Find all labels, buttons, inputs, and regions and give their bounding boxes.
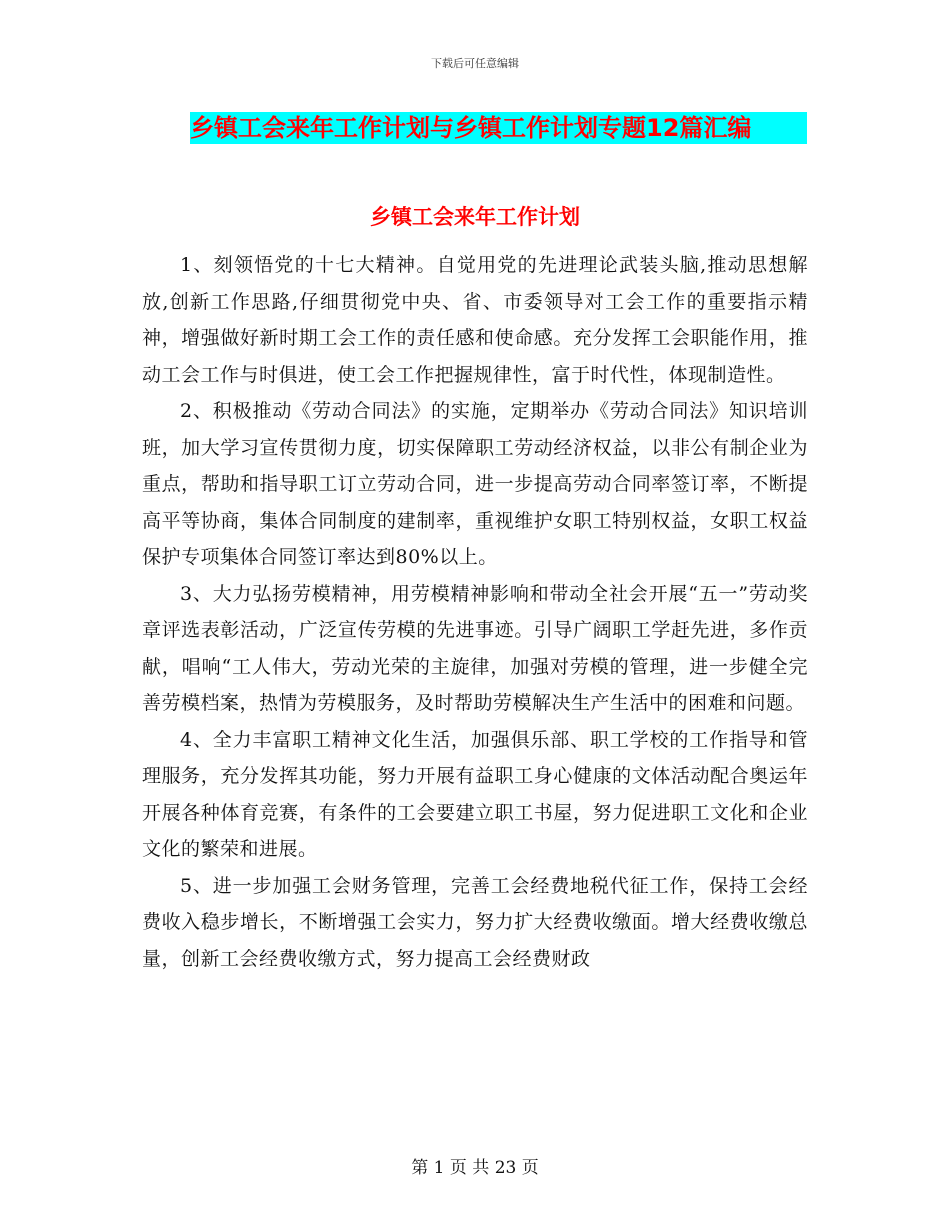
- page-footer: 第 1 页 共 23 页: [411, 1158, 539, 1178]
- document-title: 乡镇工会来年工作计划与乡镇工作计划专题12篇汇编: [190, 112, 807, 144]
- section-title: 乡镇工会来年工作计划: [370, 205, 580, 229]
- paragraph-3: 3、大力弘扬劳模精神，用劳模精神影响和带动全社会开展“五一”劳动奖章评选表彰活动，广泛宣传劳模的先进事迹。引导广阔职工学赶先进，多作贡献，唱响“工人伟大，劳动光荣的主旋律，加强对劳模的管理，进一步健全完善劳模档案，热情为劳模服务，及时帮助劳模解决生产生活中的困难和问题。: [142, 582, 808, 714]
- page-header-note: 下载后可任意编辑: [431, 57, 519, 70]
- document-body: [142, 247, 808, 977]
- paragraph-1: 1、刻领悟党的十七大精神。自觉用党的先进理论武装头脑,推动思想解放,创新工作思路,仔细贯彻党中央、省、市委领导对工会工作的重要指示精神，增强做好新时期工会工作的责任感和使命感。充分发挥工会职能作用，推动工会工作与时俱进，使工会工作把握规律性，富于时代性，体现制造性。: [142, 254, 808, 386]
- paragraph-2: 2、积极推动《劳动合同法》的实施，定期举办《劳动合同法》知识培训班，加大学习宣传贯彻力度，切实保障职工劳动经济权益，以非公有制企业为重点，帮助和指导职工订立劳动合同，进一步提高劳动合同率签订率，不断提高平等协商，集体合同制度的建制率，重视维护女职工特别权益，女职工权益保护专项集体合同签订率达到80%以上。: [142, 400, 808, 568]
- paragraph-5: 5、进一步加强工会财务管理，完善工会经费地税代征工作，保持工会经费收入稳步增长，不断增强工会实力，努力扩大经费收缴面。增大经费收缴总量，创新工会经费收缴方式，努力提高工会经费财政: [142, 874, 808, 970]
- paragraph-4: 4、全力丰富职工精神文化生活，加强俱乐部、职工学校的工作指导和管理服务，充分发挥其功能，努力开展有益职工身心健康的文体活动配合奥运年开展各种体育竞赛，有条件的工会要建立职工书屋，努力促进职工文化和企业文化的繁荣和进展。: [142, 728, 808, 860]
